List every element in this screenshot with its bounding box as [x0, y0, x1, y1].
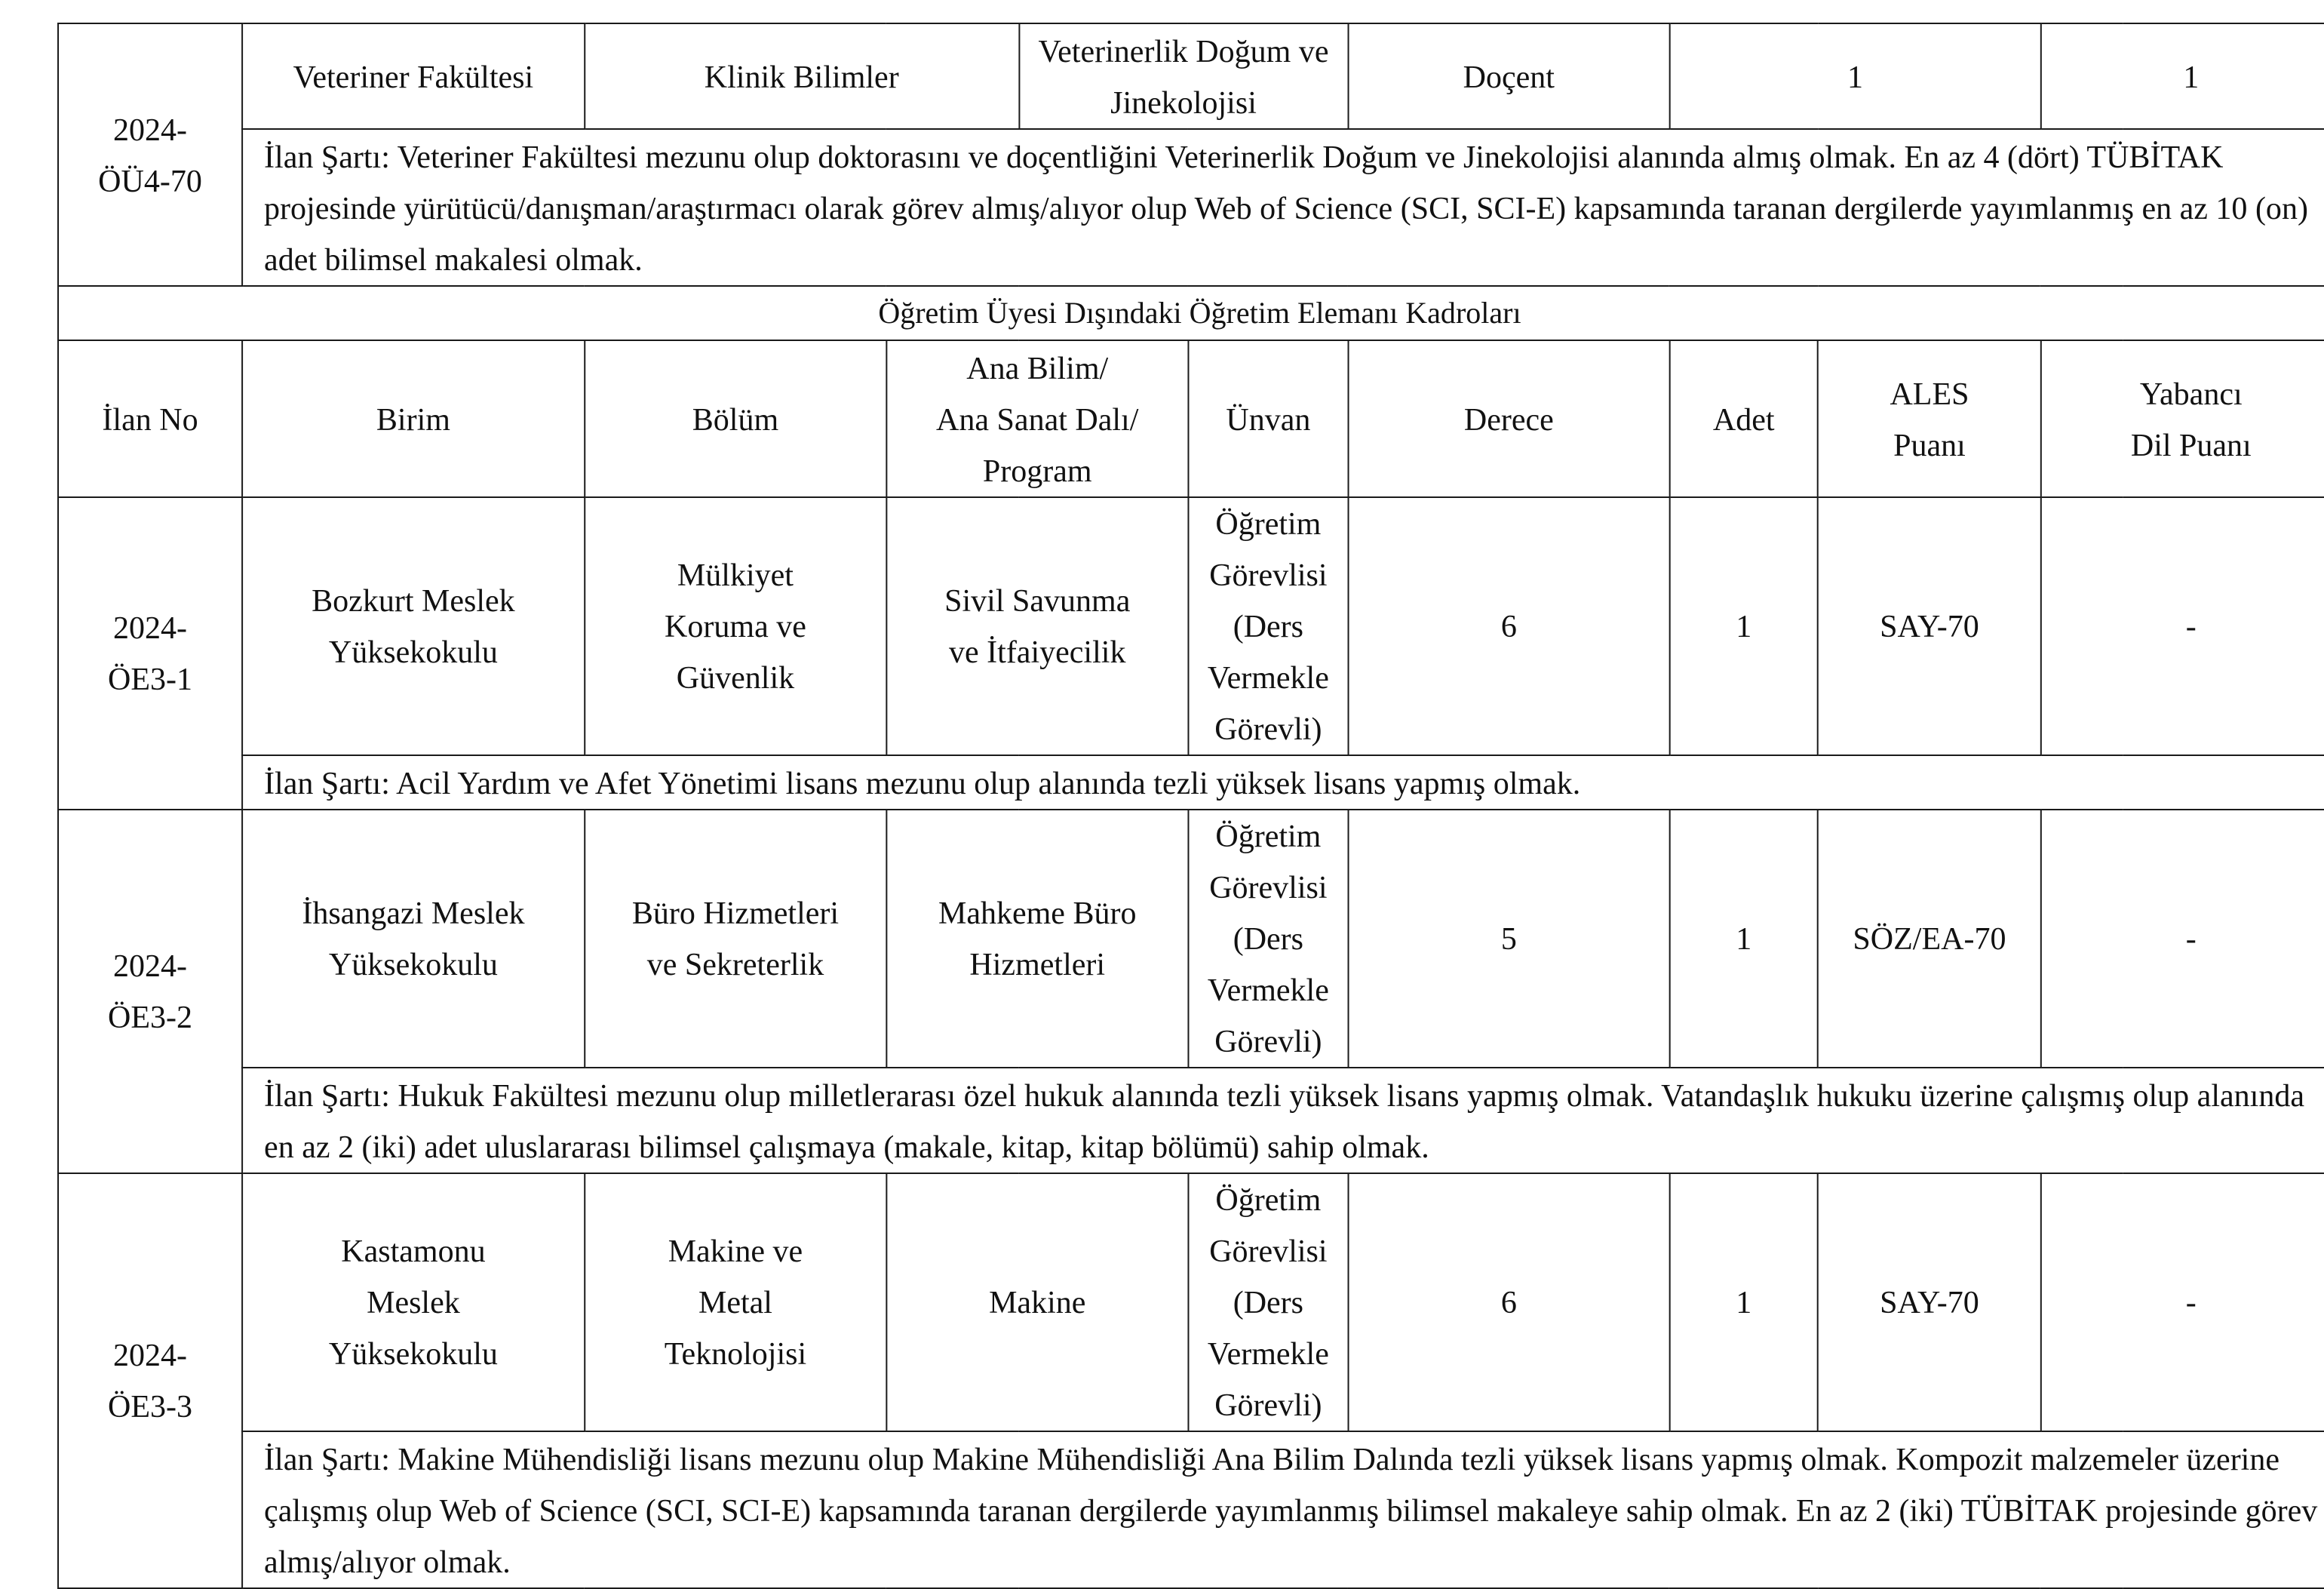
- ilan-no-cell: 2024- ÖE3-1: [58, 497, 242, 810]
- header-ales: ALES Puanı: [1818, 340, 2040, 497]
- staff-positions-table: [57, 23, 2324, 1589]
- ana-bilim-cell: Sivil Savunma ve İtfaiyecilik: [886, 497, 1188, 755]
- ales-cell: SÖZ/EA-70: [1818, 810, 2040, 1068]
- ana-bilim-cell: Veterinerlik Doğum ve Jinekolojisi: [1019, 23, 1349, 129]
- table-row: [58, 1173, 2324, 1431]
- ilan-no-cell: 2024- ÖE3-3: [58, 1173, 242, 1588]
- ales-cell: SAY-70: [1818, 1173, 2040, 1431]
- derece-cell: 5: [1348, 810, 1669, 1068]
- birim-cell: Kastamonu Meslek Yüksekokulu: [242, 1173, 585, 1431]
- derece-cell: 6: [1348, 497, 1669, 755]
- ana-bilim-cell: Makine: [886, 1173, 1188, 1431]
- column-a-cell: 1: [1669, 23, 2040, 129]
- bolum-cell: Büro Hizmetleri ve Sekreterlik: [585, 810, 886, 1068]
- header-bolum: Bölüm: [585, 340, 886, 497]
- condition-text: İlan Şartı: Hukuk Fakültesi mezunu olup milletlerarası özel hukuk alanında tezli yüksek lisans yapmış olmak. Vatandaşlık hukuku üzerine çalışmış olup alanında en az 2 (iki) adet uluslararası bilimsel çalışmaya (makale, kitap, kitap bölümü) sahip olmak.: [242, 1068, 2324, 1173]
- header-ilan-no: İlan No: [58, 340, 242, 497]
- header-derece: Derece: [1348, 340, 1669, 497]
- birim-cell: Bozkurt Meslek Yüksekokulu: [242, 497, 585, 755]
- bolum-cell: Makine ve Metal Teknolojisi: [585, 1173, 886, 1431]
- condition-text: İlan Şartı: Acil Yardım ve Afet Yönetimi lisans mezunu olup alanında tezli yüksek lisans yapmış olmak.: [242, 755, 2324, 810]
- table-row: [58, 23, 2324, 129]
- table-row: [58, 755, 2324, 810]
- bolum-cell: Mülkiyet Koruma ve Güvenlik: [585, 497, 886, 755]
- birim-cell: İhsangazi Meslek Yüksekokulu: [242, 810, 585, 1068]
- header-unvan: Ünvan: [1188, 340, 1348, 497]
- table-row: [58, 497, 2324, 755]
- adet-cell: 1: [1669, 810, 1818, 1068]
- unvan-cell: Öğretim Görevlisi (Ders Vermekle Görevli): [1188, 810, 1348, 1068]
- condition-text: İlan Şartı: Veteriner Fakültesi mezunu olup doktorasını ve doçentliğini Veterinerlik Doğum ve Jinekolojisi alanında almış olmak. En az 4 (dört) TÜBİTAK projesinde yürütücü/danışman/araştırmacı olarak görev almış/alıyor olup Web of Science (SCI, SCI-E) kapsamında taranan dergilerde yayımlanmış en az 10 (on) adet bilimsel makalesi olmak.: [242, 129, 2324, 286]
- column-b-cell: 1: [2041, 23, 2324, 129]
- header-birim: Birim: [242, 340, 585, 497]
- derece-cell: 6: [1348, 1173, 1669, 1431]
- yabanci-dil-cell: -: [2041, 810, 2324, 1068]
- table-row: [58, 286, 2324, 340]
- header-adet: Adet: [1669, 340, 1818, 497]
- table-row: [58, 1431, 2324, 1588]
- ilan-no-cell: 2024- ÖE3-2: [58, 810, 242, 1173]
- adet-cell: 1: [1669, 497, 1818, 755]
- birim-cell: Veteriner Fakültesi: [242, 23, 585, 129]
- unvan-cell: Doçent: [1348, 23, 1669, 129]
- header-yabanci-dil: Yabancı Dil Puanı: [2041, 340, 2324, 497]
- yabanci-dil-cell: -: [2041, 1173, 2324, 1431]
- header-row: [58, 340, 2324, 497]
- unvan-cell: Öğretim Görevlisi (Ders Vermekle Görevli): [1188, 1173, 1348, 1431]
- section-title: Öğretim Üyesi Dışındaki Öğretim Elemanı Kadroları: [58, 286, 2324, 340]
- header-ana-bilim: Ana Bilim/ Ana Sanat Dalı/ Program: [886, 340, 1188, 497]
- table-row: [58, 810, 2324, 1068]
- bolum-cell: Klinik Bilimler: [585, 23, 1019, 129]
- yabanci-dil-cell: -: [2041, 497, 2324, 755]
- table-row: [58, 1068, 2324, 1173]
- ales-cell: SAY-70: [1818, 497, 2040, 755]
- ilan-no-cell: 2024- ÖÜ4-70: [58, 23, 242, 286]
- table-row: [58, 129, 2324, 286]
- adet-cell: 1: [1669, 1173, 1818, 1431]
- ana-bilim-cell: Mahkeme Büro Hizmetleri: [886, 810, 1188, 1068]
- unvan-cell: Öğretim Görevlisi (Ders Vermekle Görevli): [1188, 497, 1348, 755]
- condition-text: İlan Şartı: Makine Mühendisliği lisans mezunu olup Makine Mühendisliği Ana Bilim Dalında tezli yüksek lisans yapmış olmak. Kompozit malzemeler üzerine çalışmış olup Web of Science (SCI, SCI-E) kapsamında taranan dergilerde yayımlanmış bilimsel makaleye sahip olmak. En az 2 (iki) TÜBİTAK projesinde görev almış/alıyor olmak.: [242, 1431, 2324, 1588]
